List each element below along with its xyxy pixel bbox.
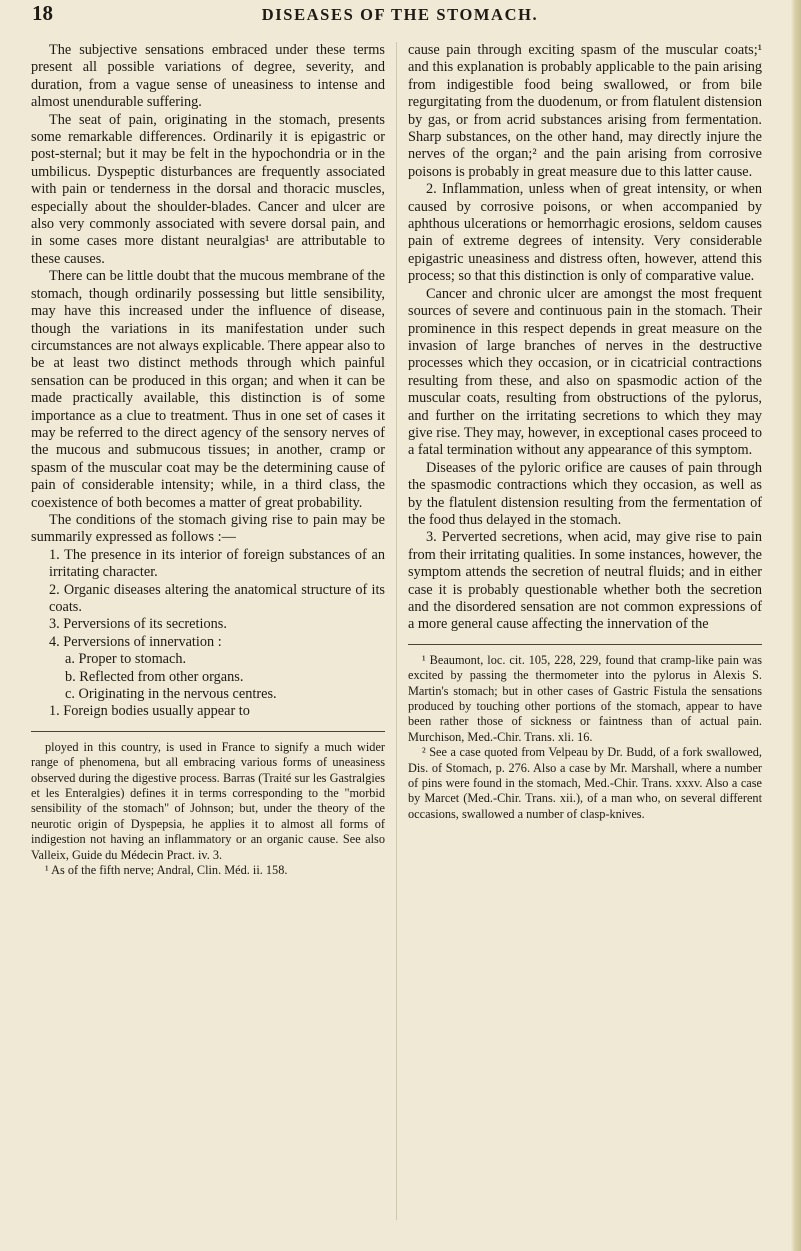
sub-list-item: a. Proper to stomach. xyxy=(65,651,187,668)
list-item: 4. Perversions of innervation : xyxy=(49,633,222,650)
list-item: 2. Organic diseases altering the anatomical structure of its coats. xyxy=(49,581,385,615)
paragraph: 1. Foreign bodies usually appear to xyxy=(49,703,250,720)
footnotes-left xyxy=(31,740,385,879)
paragraph: The seat of pain, originating in the stomach, presents some remarkable differences. Ordinarily it is epigastric or post-sternal; but it may be felt in the hypochondria or in the umbilicus. Dyspeptic disturbances are frequently associated with pain or tenderness in the dorsal and thoracic muscles, especially about the shoulder-blades. Cancer and ulcer are also very commonly associated with severe dorsal pain, and in some cases more distant neuralgias¹ are attributable to these causes. xyxy=(31,111,385,267)
list-item: 3. Perversions of its secretions. xyxy=(49,616,227,633)
list-item: 1. The presence in its interior of foreign substances of an irritating character. xyxy=(49,546,385,581)
footnote: ¹ Beaumont, loc. cit. 105, 228, 229, found that cramp-like pain was excited by passing the thermometer into the pylorus in Alexis S. Martin's stomach; but in other cases of Gastric Fistula the sensations produced by touching other portions of the stomach, appear to have been rather those of sickness or faintness than of actual pain. Murchison, Med.-Chir. Trans. xli. 16. xyxy=(408,652,762,744)
paragraph: The subjective sensations embraced under these terms present all possible variations of degree, severity, and duration, from a vague sense of uneasiness to intense and almost unendurable suffering. xyxy=(31,42,385,111)
footnote-rule xyxy=(408,644,762,645)
footnotes-right xyxy=(408,653,762,822)
page-number: 18 xyxy=(32,1,53,25)
conditions-list xyxy=(31,547,385,704)
footnote-rule xyxy=(31,731,385,732)
paragraph: There can be little doubt that the mucous membrane of the stomach, though ordinarily possessing but little sensibility, may have this increased under the influence of disease, though the variations in its manifestation under such circumstances are not always explicable. There appear also to be at least two distinct methods through which painful sensation can be produced in this organ; and when it can be made practically available, this distinction is of some importance as a clue to treatment. Thus in one set of cases it may be referred to the direct agency of the sensory nerves of the mucous and submucous tissues; in another, cramp or spasm of the muscular coat may be the determining cause of pain of considerable intensity; while, in a third class, the coexistence of both becomes a matter of great probability. xyxy=(31,268,385,511)
left-column xyxy=(31,42,385,879)
paragraph: 3. Perverted secretions, when acid, may give rise to pain from their irritating qualities. In some instances, however, the symptom attends the secretion of neutral fluids; and in either case it is probably questionable whether both the secretion and the disordered sensation are not common expressions of a more general cause affecting the innervation of the xyxy=(408,529,762,633)
page-edge xyxy=(791,0,801,1251)
running-title: DISEASES OF THE STOMACH. xyxy=(261,5,539,24)
sub-list-item: c. Originating in the nervous centres. xyxy=(65,686,277,703)
footnote: ¹ As of the fifth nerve; Andral, Clin. Méd. ii. 158. xyxy=(45,863,288,878)
paragraph: Diseases of the pyloric orifice are causes of pain through the spasmodic contractions which they occasion, as well as by the flatulent distension resulting from the fermentation of the food thus delayed in the stomach. xyxy=(408,459,762,528)
paragraph: cause pain through exciting spasm of the muscular coats;¹ and this explanation is probably applicable to the pain arising from indigestible food being swallowed, or from bile regurgitating from the duodenum, or from flatulent distension by gas, or from acrid substances arising from fermentation. Sharp substances, on the other hand, may directly injure the nerves of the organ;² and the pain arising from corrosive poisons is probably in great measure due to this latter cause. xyxy=(408,42,762,180)
paragraph: The conditions of the stomach giving rise to pain may be summarily expressed as follows :— xyxy=(31,511,385,546)
paragraph: Cancer and chronic ulcer are amongst the most frequent sources of severe and continuous pain in the stomach. Their prominence in this respect depends in great measure on the invasion of large branches of nerves in the destructive processes which they occasion, or in cicatricial contractions resulting from these, and also on spasmodic action of the muscular coats, resulting from obstructions of the pylorus, and further on the irritating secretions to which they may give rise. They may, however, in exceptional cases proceed to a fatal termination without any appearance of this symptom. xyxy=(408,285,762,459)
page-header xyxy=(30,0,770,30)
column-divider xyxy=(396,42,397,1220)
paragraph: 2. Inflammation, unless when of great intensity, or when caused by corrosive poisons, or when accompanied by aphthous ulcerations or hemorrhagic erosions, seldom causes pain of extreme degrees of intensity. Very considerable epigastric uneasiness and distress often, however, attend this process; so that this distinction is only of comparative value. xyxy=(408,181,762,285)
sub-list-item: b. Reflected from other organs. xyxy=(65,668,244,685)
footnote: ² See a case quoted from Velpeau by Dr. Budd, of a fork swallowed, Dis. of Stomach, p. 276. Also a case by Mr. Marshall, where a number of pins were found in the stomach, Med.-Chir. Trans. xxxv. Also a case by Marcet (Med.-Chir. Trans. xii.), of a man who, on several different occasions, swallowed a number of clasp-knives. xyxy=(408,745,762,821)
right-column xyxy=(408,42,762,822)
footnote-continuation: ployed in this country, is used in France to signify a much wider range of phenomena, but all embracing various forms of uneasiness observed during the digestive process. Barras (Traité sur les Gastralgies et les Enteralgies) defines it in terms corresponding to the "morbid sensibility of the stomach" of Johnson; but, under the theory of the neurotic origin of Dyspepsia, he applies it to almost all forms of indigestion not having an inflammatory or an organic cause. See also Valleix, Guide du Médecin Pract. iv. 3. xyxy=(31,739,385,862)
